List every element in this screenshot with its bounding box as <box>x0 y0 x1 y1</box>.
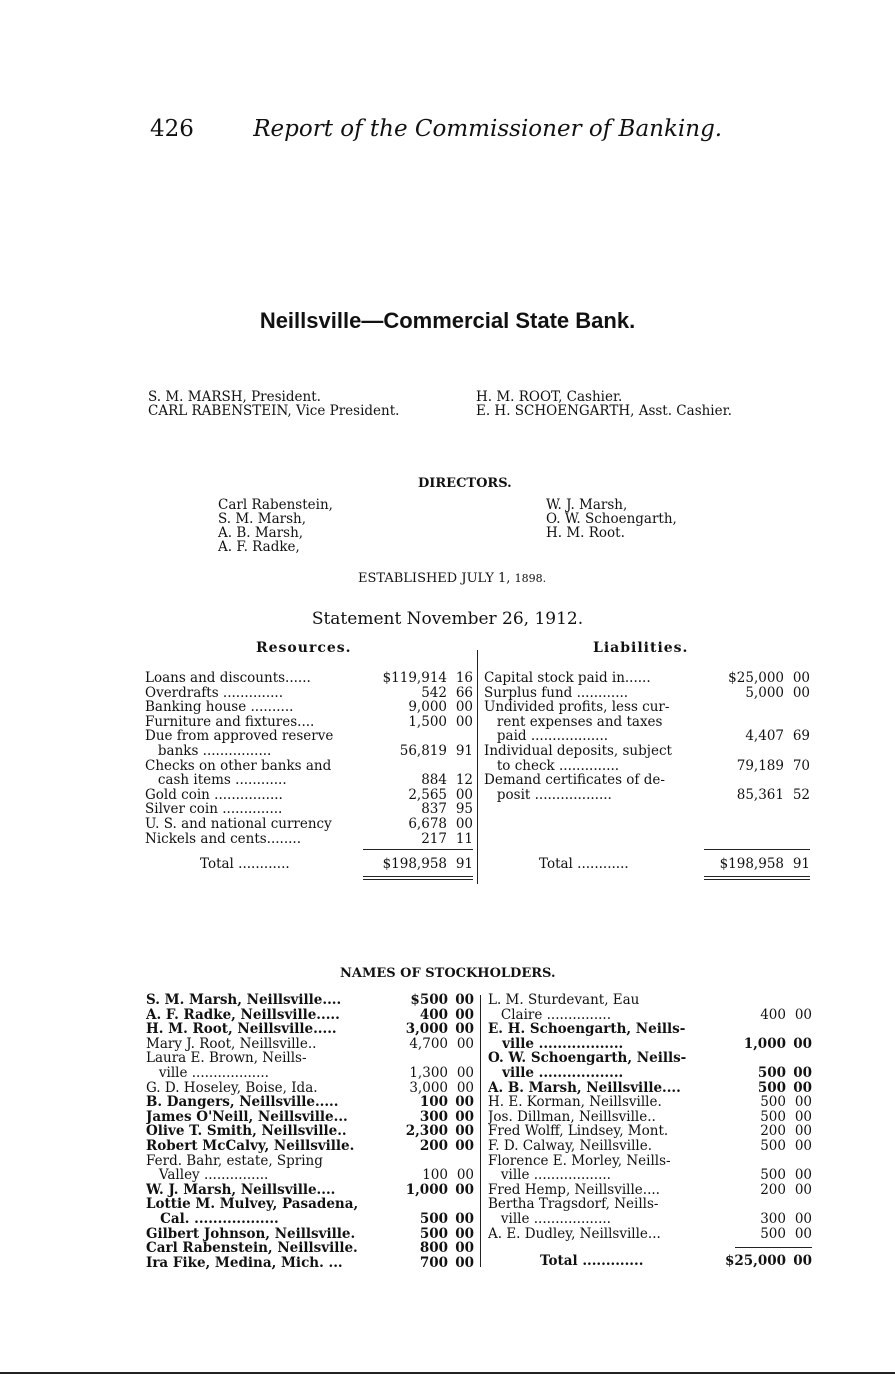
row-cents <box>786 1197 812 1212</box>
row-dollars <box>388 1197 448 1212</box>
stockholder-row <box>146 1241 474 1256</box>
stockholder-row <box>488 1154 812 1169</box>
row-dollars: 500 <box>760 1137 786 1154</box>
stockholders-total-row <box>488 1254 812 1269</box>
row-dollars <box>704 715 784 730</box>
row-label: posit .................. <box>484 787 612 803</box>
stockholder-row <box>146 1256 474 1271</box>
running-head <box>150 116 722 142</box>
row-label: Fred Hemp, Neillsville.... <box>488 1182 660 1198</box>
row-cents: 00 <box>456 1064 474 1081</box>
resource-row <box>145 715 473 730</box>
row-dollars: 1,000 <box>743 1035 786 1052</box>
row-label: F. D. Calway, Neillsville. <box>488 1138 653 1154</box>
director: H. M. Root. <box>546 525 625 541</box>
liability-row <box>484 729 810 744</box>
stockholder-row <box>146 1051 474 1066</box>
row-dollars: $119,914 <box>382 670 447 686</box>
row-label: G. D. Hoseley, Boise, Ida. <box>146 1080 318 1096</box>
resource-row <box>145 817 473 832</box>
row-dollars <box>704 773 784 788</box>
liability-row <box>484 759 810 774</box>
resource-row <box>145 744 473 759</box>
director: A. F. Radke, <box>218 539 300 555</box>
row-cents: 00 <box>793 1035 812 1052</box>
row-dollars: 700 <box>419 1254 448 1271</box>
row-label: banks ................ <box>145 743 272 759</box>
row-label: Fred Wolff, Lindsey, Mont. <box>488 1124 669 1139</box>
row-dollars: 200 <box>419 1137 448 1154</box>
row-cents <box>784 715 810 730</box>
row-cents: 00 <box>794 1094 812 1111</box>
row-label: B. Dangers, Neillsville..... <box>146 1095 339 1110</box>
director: Carl Rabenstein, <box>218 497 333 513</box>
row-label: Robert McCalvy, Neillsville. <box>146 1138 355 1154</box>
page-bottom-edge <box>0 1372 895 1374</box>
row-cents: 00 <box>794 1225 812 1242</box>
liability-row <box>484 773 810 788</box>
row-dollars <box>722 1154 786 1169</box>
row-cents: 69 <box>792 728 810 745</box>
liabilities-heading: Liabilities. <box>593 640 689 656</box>
stockholder-row <box>488 993 812 1008</box>
row-dollars: 300 <box>760 1210 786 1227</box>
page-number: 426 <box>150 116 194 142</box>
row-cents <box>448 1154 474 1169</box>
row-cents: 00 <box>456 1167 474 1184</box>
stockholder-row <box>146 1139 474 1154</box>
liabilities-table <box>484 671 810 802</box>
stockholder-row <box>146 1124 474 1139</box>
row-dollars: $25,000 <box>728 670 784 686</box>
resources-heading: Resources. <box>256 640 352 656</box>
row-dollars: 500 <box>760 1094 786 1111</box>
stockholder-row <box>488 1095 812 1110</box>
row-label: H. M. Root, Neillsville..... <box>146 1022 337 1037</box>
stockholders-total-label: Total ............. <box>540 1254 644 1269</box>
stockholders-right <box>488 993 812 1241</box>
statement-title: Statement November 26, 1912. <box>311 609 584 629</box>
row-dollars: 500 <box>760 1167 786 1184</box>
liabilities-total-dollars: $198,958 <box>719 856 784 872</box>
resources-double-rule <box>363 876 473 880</box>
stockholder-row <box>146 1212 474 1227</box>
row-label: U. S. and national currency <box>145 816 332 832</box>
row-dollars: 56,819 <box>399 742 447 759</box>
resources-total-dollars: $198,958 <box>382 856 447 872</box>
row-dollars: 1,300 <box>409 1064 448 1081</box>
row-label: Capital stock paid in...... <box>484 671 651 686</box>
row-label: S. M. Marsh, Neillsville.... <box>146 993 342 1008</box>
stockholder-row <box>146 1066 474 1081</box>
stockholder-row <box>488 1227 812 1242</box>
row-label: cash items ............ <box>145 773 287 788</box>
row-label: Gilbert Johnson, Neillsville. <box>146 1226 356 1242</box>
row-dollars: 100 <box>422 1167 448 1184</box>
row-dollars <box>388 1154 448 1169</box>
resource-row <box>145 759 473 774</box>
row-dollars <box>367 729 447 744</box>
row-dollars: 500 <box>757 1064 786 1081</box>
row-cents: 70 <box>792 757 810 774</box>
stockholder-row <box>146 1227 474 1242</box>
row-cents: 00 <box>455 1021 474 1038</box>
row-label: Mary J. Root, Neillsville.. <box>146 1036 317 1052</box>
row-label: Demand certificates of de- <box>484 773 665 788</box>
row-label: Laura E. Brown, Neills- <box>146 1051 307 1066</box>
stockholder-row <box>488 1037 812 1052</box>
stockholders-total-dollars: $25,000 <box>724 1253 786 1269</box>
stockholder-row <box>488 1183 812 1198</box>
row-label: rent expenses and taxes <box>484 714 663 730</box>
row-dollars: 100 <box>419 1094 448 1111</box>
row-dollars: 1,500 <box>408 713 447 730</box>
row-cents: 00 <box>455 1123 474 1140</box>
row-dollars <box>722 1051 786 1066</box>
row-cents: 00 <box>455 713 473 730</box>
row-label: Claire ............... <box>488 1007 611 1023</box>
row-label: Overdrafts .............. <box>145 685 283 701</box>
row-dollars: 2,300 <box>405 1123 448 1140</box>
row-label: Furniture and fixtures.... <box>145 714 315 730</box>
row-dollars: $500 <box>410 992 448 1008</box>
director: O. W. Schoengarth, <box>546 511 677 527</box>
row-cents: 00 <box>455 1108 474 1125</box>
row-label: Florence E. Morley, Neills- <box>488 1153 671 1169</box>
officer-vice-president: CARL RABENSTEIN, Vice President. <box>148 403 400 419</box>
row-dollars: 500 <box>419 1210 448 1227</box>
row-cents: 16 <box>455 670 473 686</box>
officers-right <box>476 390 732 418</box>
row-label: Surplus fund ............ <box>484 685 629 701</box>
row-cents: 00 <box>455 1225 474 1242</box>
row-cents: 00 <box>794 1167 812 1184</box>
row-dollars <box>704 744 784 759</box>
stockholder-row <box>488 1008 812 1023</box>
row-cents <box>447 759 473 774</box>
row-dollars: 500 <box>760 1225 786 1242</box>
resource-row <box>145 832 473 847</box>
row-cents: 00 <box>794 1123 812 1140</box>
row-label: ville .................. <box>488 1036 624 1052</box>
row-label: Bertha Tragsdorf, Neills- <box>488 1197 659 1212</box>
row-label: James O'Neill, Neillsville... <box>146 1109 348 1125</box>
resources-total-cents: 91 <box>455 856 473 872</box>
liability-row <box>484 715 810 730</box>
row-dollars: 837 <box>421 801 447 818</box>
row-cents: 00 <box>455 1254 474 1271</box>
liabilities-total-cents: 91 <box>792 856 810 872</box>
row-cents: 00 <box>794 1137 812 1154</box>
liabilities-total-rule <box>704 849 810 850</box>
row-cents <box>784 744 810 759</box>
stockholder-row <box>488 1081 812 1096</box>
row-cents <box>448 1051 474 1066</box>
row-label: ville .................. <box>488 1211 611 1227</box>
stockholder-row <box>488 1197 812 1212</box>
row-label: Undivided profits, less cur- <box>484 700 670 715</box>
row-label: H. E. Korman, Neillsville. <box>488 1095 662 1110</box>
director: A. B. Marsh, <box>218 525 304 541</box>
row-label: Jos. Dillman, Neillsville.. <box>488 1109 656 1125</box>
row-cents <box>784 700 810 715</box>
row-label: ville .................. <box>488 1168 611 1183</box>
row-cents <box>784 773 810 788</box>
row-label: Olive T. Smith, Neillsville.. <box>146 1124 347 1139</box>
stockholder-row <box>146 1168 474 1183</box>
row-cents: 11 <box>455 830 473 847</box>
row-cents: 00 <box>455 1094 474 1111</box>
row-label: A. F. Radke, Neillsville..... <box>146 1007 340 1023</box>
row-dollars: 1,000 <box>405 1181 448 1198</box>
liability-row <box>484 744 810 759</box>
row-dollars: 6,678 <box>408 815 447 832</box>
stockholders-total-cents: 00 <box>793 1253 812 1269</box>
row-cents: 00 <box>455 1137 474 1154</box>
running-title: Report of the Commissioner of Banking. <box>253 116 723 142</box>
stockholder-row <box>146 1197 474 1212</box>
row-dollars: 200 <box>760 1123 786 1140</box>
row-label: Valley ............... <box>146 1168 269 1183</box>
established-line <box>358 571 546 586</box>
row-label: E. H. Schoengarth, Neills- <box>488 1022 686 1037</box>
row-label: ville .................. <box>488 1065 624 1081</box>
row-label: Checks on other banks and <box>145 758 332 774</box>
row-label: Silver coin .............. <box>145 802 283 817</box>
row-cents: 00 <box>794 1181 812 1198</box>
row-cents: 52 <box>792 786 810 803</box>
row-dollars: 200 <box>760 1181 786 1198</box>
liability-row <box>484 700 810 715</box>
stockholder-row <box>488 1051 812 1066</box>
directors-left <box>218 498 333 554</box>
officer-president: S. M. MARSH, President. <box>148 389 321 405</box>
row-cents: 00 <box>792 670 810 686</box>
row-dollars: 4,700 <box>409 1035 448 1052</box>
bank-title: Neillsville—Commercial State Bank. <box>259 308 636 333</box>
liabilities-total-label: Total ............ <box>539 857 629 872</box>
director: S. M. Marsh, <box>218 511 306 527</box>
established-year: 1898. <box>514 572 547 585</box>
row-label: Loans and discounts...... <box>145 671 311 686</box>
row-cents: 00 <box>456 1079 474 1096</box>
resources-table <box>145 671 473 846</box>
stockholder-row <box>146 1110 474 1125</box>
stockholders-divider <box>480 995 481 1267</box>
row-label: Cal. .................. <box>146 1211 279 1227</box>
liability-row <box>484 788 810 803</box>
row-label: ville .................. <box>146 1065 269 1081</box>
row-dollars: 3,000 <box>405 1021 448 1038</box>
row-label: O. W. Schoengarth, Neills- <box>488 1051 687 1066</box>
row-cents <box>786 1051 812 1066</box>
row-label: A. B. Marsh, Neillsville.... <box>488 1080 681 1096</box>
row-dollars <box>722 1022 786 1037</box>
officer-cashier: H. M. ROOT, Cashier. <box>476 389 623 405</box>
row-dollars: 500 <box>419 1225 448 1242</box>
row-cents: 00 <box>455 786 473 803</box>
row-dollars: 3,000 <box>409 1079 448 1096</box>
row-dollars <box>704 700 784 715</box>
row-dollars: 500 <box>757 1079 786 1096</box>
row-dollars: 500 <box>760 1108 786 1125</box>
row-cents: 00 <box>794 1210 812 1227</box>
liabilities-double-rule <box>704 876 810 880</box>
officers-left <box>148 390 399 418</box>
row-dollars: 79,189 <box>736 757 784 774</box>
directors-heading: DIRECTORS. <box>418 476 512 491</box>
row-dollars <box>722 1197 786 1212</box>
row-label: W. J. Marsh, Neillsville.... <box>146 1182 336 1198</box>
column-divider <box>477 650 478 884</box>
stockholder-row <box>146 1183 474 1198</box>
row-cents <box>447 729 473 744</box>
row-label: Individual deposits, subject <box>484 743 672 759</box>
resources-total-row <box>145 857 473 872</box>
row-dollars: 400 <box>760 1006 786 1023</box>
row-cents: 00 <box>456 1035 474 1052</box>
director: W. J. Marsh, <box>546 497 628 513</box>
row-dollars: 300 <box>419 1108 448 1125</box>
row-cents <box>786 1154 812 1169</box>
stockholder-row <box>146 993 474 1008</box>
stockholder-row <box>146 1081 474 1096</box>
established-text: ESTABLISHED JULY 1, <box>358 571 511 586</box>
row-dollars: 217 <box>421 830 447 847</box>
stockholder-row <box>488 1110 812 1125</box>
stockholder-row <box>146 1022 474 1037</box>
row-label: Lottie M. Mulvey, Pasadena, <box>146 1197 359 1212</box>
directors-right <box>546 498 677 540</box>
row-cents <box>786 1022 812 1037</box>
resource-row <box>145 773 473 788</box>
stockholder-row <box>146 1095 474 1110</box>
officer-asst-cashier: E. H. SCHOENGARTH, Asst. Cashier. <box>476 403 732 419</box>
row-dollars: 9,000 <box>408 699 447 716</box>
row-cents: 95 <box>455 801 473 818</box>
row-dollars: 400 <box>419 1006 448 1023</box>
stockholder-row <box>488 1168 812 1183</box>
resource-row <box>145 729 473 744</box>
row-cents: 00 <box>455 1006 474 1023</box>
row-label: Gold coin ................ <box>145 787 283 803</box>
row-dollars <box>388 1051 448 1066</box>
row-label: Ira Fike, Medina, Mich. ... <box>146 1255 343 1271</box>
row-cents: 00 <box>792 684 810 701</box>
stockholder-row <box>488 1139 812 1154</box>
row-cents: 00 <box>793 1079 812 1096</box>
stockholder-row <box>146 1008 474 1023</box>
row-label: L. M. Sturdevant, Eau <box>488 993 640 1008</box>
row-cents: 00 <box>455 1181 474 1198</box>
row-dollars: 884 <box>421 772 447 789</box>
row-cents: 00 <box>455 992 474 1008</box>
stockholder-row <box>146 1037 474 1052</box>
stockholder-row <box>488 1124 812 1139</box>
row-cents: 00 <box>455 699 473 716</box>
row-cents: 12 <box>455 772 473 789</box>
row-cents: 00 <box>455 815 473 832</box>
row-label: to check .............. <box>484 758 620 774</box>
stockholders-total-rule <box>735 1247 812 1248</box>
row-label: Due from approved reserve <box>145 729 334 744</box>
row-dollars: 85,361 <box>736 786 784 803</box>
liabilities-total-row <box>484 857 810 872</box>
row-dollars <box>722 993 786 1008</box>
resource-row <box>145 686 473 701</box>
row-dollars: 5,000 <box>745 684 784 701</box>
row-cents: 00 <box>794 1006 812 1023</box>
row-cents: 00 <box>793 1064 812 1081</box>
row-label: Carl Rabenstein, Neillsville. <box>146 1241 358 1256</box>
stockholder-row <box>146 1154 474 1169</box>
row-label: Banking house .......... <box>145 700 294 715</box>
stockholders-heading: NAMES OF STOCKHOLDERS. <box>340 966 556 981</box>
row-cents: 00 <box>794 1108 812 1125</box>
row-label: Nickels and cents........ <box>145 831 302 847</box>
row-dollars: 4,407 <box>745 728 784 745</box>
row-dollars: 542 <box>421 684 447 701</box>
stockholder-row <box>488 1212 812 1227</box>
row-cents <box>448 1197 474 1212</box>
resource-row <box>145 788 473 803</box>
liability-row <box>484 686 810 701</box>
resource-row <box>145 671 473 686</box>
resources-total-rule <box>363 849 473 850</box>
liability-row <box>484 671 810 686</box>
resource-row <box>145 802 473 817</box>
stockholders-left <box>146 993 474 1270</box>
row-cents: 91 <box>455 742 473 759</box>
row-label: A. E. Dudley, Neillsville... <box>488 1226 661 1242</box>
resources-total-label: Total ............ <box>200 857 290 872</box>
row-cents: 00 <box>455 1210 474 1227</box>
row-cents: 00 <box>455 1240 474 1257</box>
row-dollars: 800 <box>419 1240 448 1257</box>
row-cents <box>786 993 812 1008</box>
row-label: paid .................. <box>484 729 609 744</box>
row-cents: 66 <box>455 684 473 701</box>
row-dollars: 2,565 <box>408 786 447 803</box>
row-dollars <box>367 759 447 774</box>
stockholder-row <box>488 1066 812 1081</box>
resource-row <box>145 700 473 715</box>
row-label: Ferd. Bahr, estate, Spring <box>146 1153 323 1169</box>
stockholder-row <box>488 1022 812 1037</box>
